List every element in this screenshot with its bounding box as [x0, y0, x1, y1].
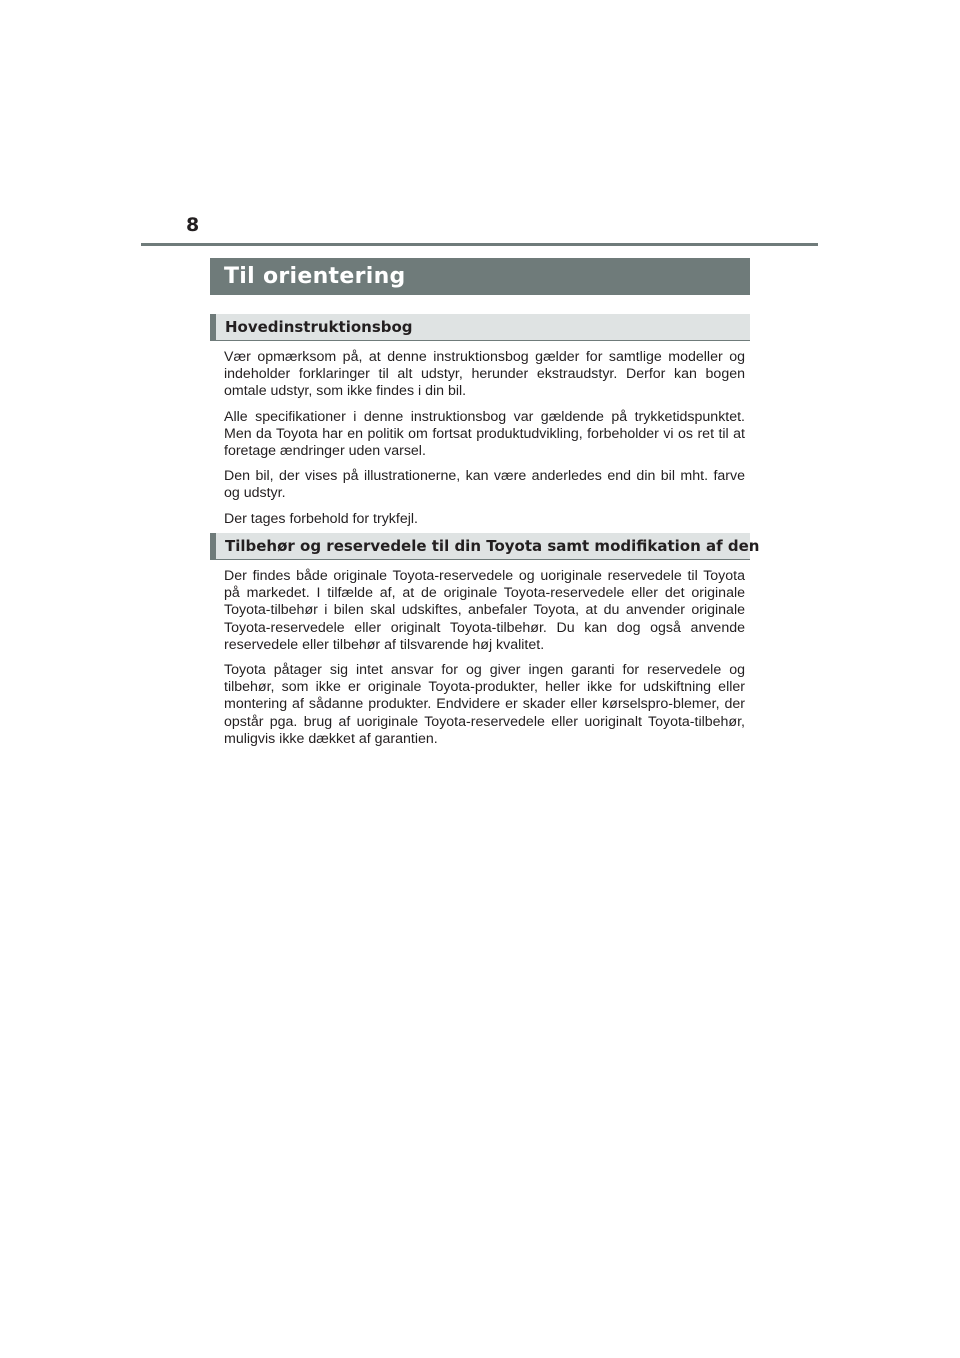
paragraph: Den bil, der vises på illustrationerne, kan være anderledes end din bil mht. farve og udstyr.: [224, 468, 745, 502]
paragraph: Vær opmærksom på, at denne instruktionsbog gælder for samtlige modeller og indeholder forklaringer til alt udstyr, herunder ekstraudstyr. Derfor kan bogen omtale udstyr, som ikke findes i din bil.: [224, 349, 745, 400]
section-heading-hovedinstruktionsbog: [210, 314, 750, 341]
header-rule: [141, 243, 818, 246]
section-heading-text: Tilbehør og reservedele til din Toyota samt modifikation af den: [225, 537, 760, 555]
page-title: Til orientering: [224, 264, 406, 289]
page-number: 8: [186, 214, 200, 236]
paragraph: Toyota påtager sig intet ansvar for og giver ingen garanti for reservedele og tilbehør, som ikke er originale Toyota-produkter, heller ikke for udskiftning eller montering af sådanne produkter. Endvidere er skader eller kørselspro-blemer, der opstår pga. brug af uoriginale Toyota-reservedele eller uoriginalt Toyota-tilbehør, muligvis ikke dækket af garantien.: [224, 662, 745, 747]
paragraph: Der findes både originale Toyota-reservedele og uoriginale reservedele til Toyota på markedet. I tilfælde af, at de originale Toyota-reservedele eller det originale Toyota-tilbehør i bilen skal udskiftes, anbefaler Toyota, at du anvender originale Toyota-reservedele eller originalt Toyota-tilbehør. Du kan dog også anvende reservedele eller tilbehør af tilsvarende høj kvalitet.: [224, 568, 745, 653]
section-heading-tilbehor: [210, 533, 760, 560]
section-heading-text: Hovedinstruktionsbog: [225, 318, 413, 336]
section-body-hovedinstruktionsbog: [224, 349, 745, 536]
title-bar: [210, 258, 750, 295]
section-body-tilbehor: [224, 568, 745, 756]
paragraph: Der tages forbehold for trykfejl.: [224, 510, 418, 527]
paragraph: Alle specifikationer i denne instruktionsbog var gældende på trykketidspunktet. Men da Toyota har en politik om fortsat produktudvikling, forbeholder vi os ret til at foretage ændringer uden varsel.: [224, 408, 745, 460]
